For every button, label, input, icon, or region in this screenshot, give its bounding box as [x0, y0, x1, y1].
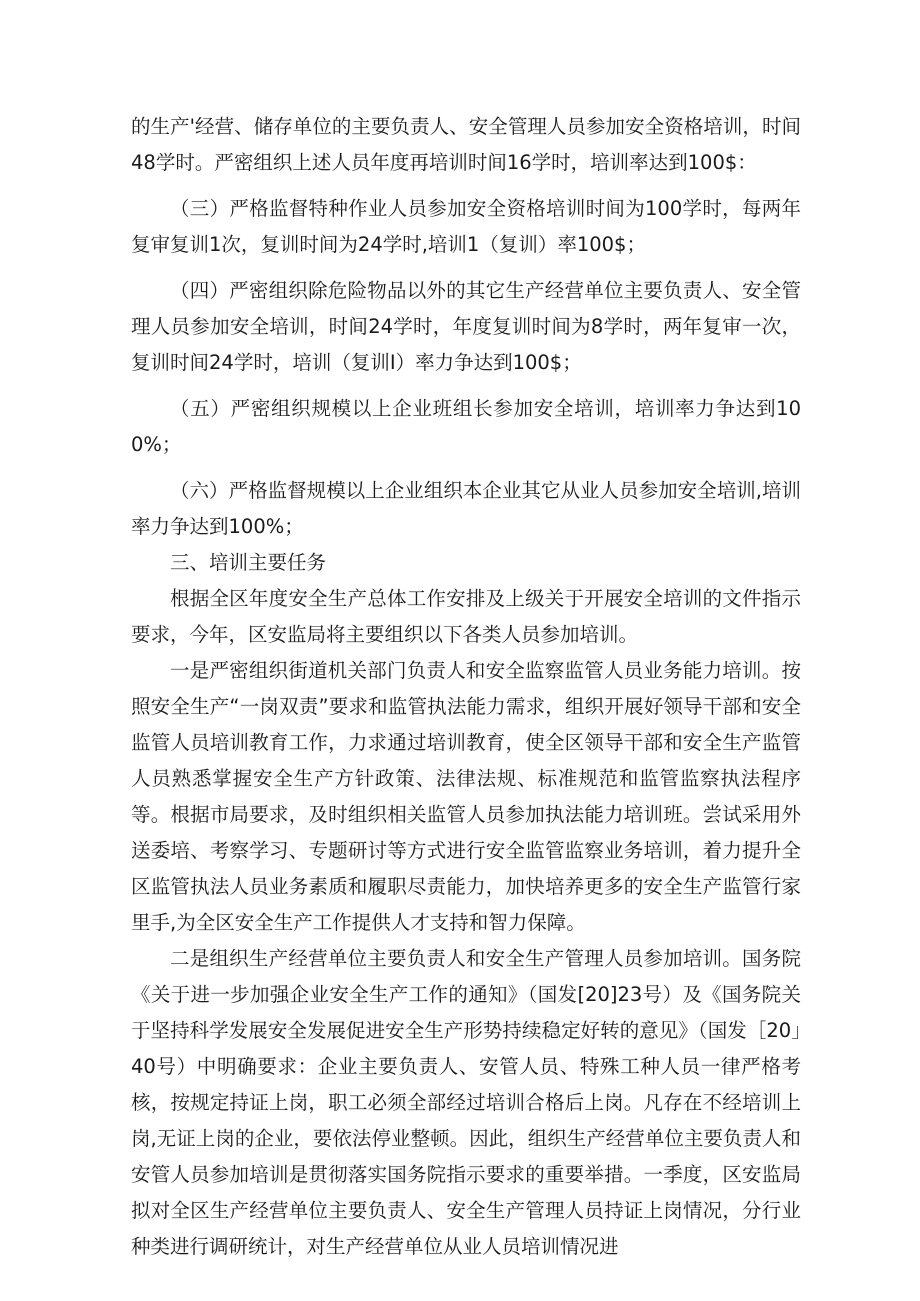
- paragraph-task-1: 一是严密组织街道机关部门负责人和安全监察监管人员业务能力培训。按照安全生产“一岗双责”要求和监管执法能力需求，组织开展好领导干部和安全监管人员培训教育工作，力求通过培训教育，使全区领导干部和安全生产监管人员熟悉掌握安全生产方针政策、法律法规、标准规范和监管监察执法程序等。根据市局要求，及时组织相关监管人员参加执法能力培训班。尝试采用外送委培、考察学习、专题研讨等方式进行安全监管监察业务培训，着力提升全区监管执法人员业务素质和履职尽责能力，加快培养更多的安全生产监管行家里手,为全区安全生产工作提供人才支持和智力保障。: [131, 659, 801, 934]
- paragraph-item-5: （五）严密组织规模以上企业班组长参加安全培训，培训率力争达到100%；: [131, 397, 801, 456]
- paragraph-task-2: 二是组织生产经营单位主要负责人和安全生产管理人员参加培训。国务院《关于进一步加强企业安全生产工作的通知》（国发[20]23号）及《国务院关于坚持科学发展安全发展促进安全生产形势持续稳定好转的意见》（国发［20」40号）中明确要求：企业主要负责人、安管人员、特殊工种人员一律严格考核，按规定持证上岗，职工必须全部经过培训合格后上岗。凡存在不经培训上岗,无证上岗的企业，要依法停业整顿。因此，组织生产经营单位主要负责人和安管人员参加培训是贯彻落实国务院指示要求的重要举措。一季度，区安监局拟对全区生产经营单位主要负责人、安全生产管理人员持证上岗情况，分行业种类进行调研统计，对生产经营单位从业人员培训情况进: [131, 947, 801, 1258]
- paragraph-continuation: 的生产'经营、储存单位的主要负责人、安全管理人员参加安全资格培训，时间48学时。严密组织上述人员年度再培训时间16学时，培训率达到100$：: [131, 115, 801, 174]
- paragraph-item-6: （六）严格监督规模以上企业组织本企业其它从业人员参加安全培训,培训率力争达到100%；: [131, 479, 801, 538]
- section-heading: 三、培训主要任务: [170, 551, 327, 574]
- paragraph-item-3: （三）严格监督特种作业人员参加安全资格培训时间为100学时，每两年复审复训1次，复训时间为24学时,培训1（复训）率100$；: [131, 197, 801, 256]
- document-body: [131, 109, 801, 1265]
- paragraph-intro: 根据全区年度安全生产总体工作安排及上级关于开展安全培训的文件指示要求，今年，区安监局将主要组织以下各类人员参加培训。: [131, 587, 801, 646]
- paragraph-item-4: （四）严密组织除危险物品以外的其它生产经营单位主要负责人、安全管理人员参加安全培训，时间24学时，年度复训时间为8学时，两年复审一次，复训时间24学时，培训（复训I）率力争达到100$；: [131, 279, 801, 374]
